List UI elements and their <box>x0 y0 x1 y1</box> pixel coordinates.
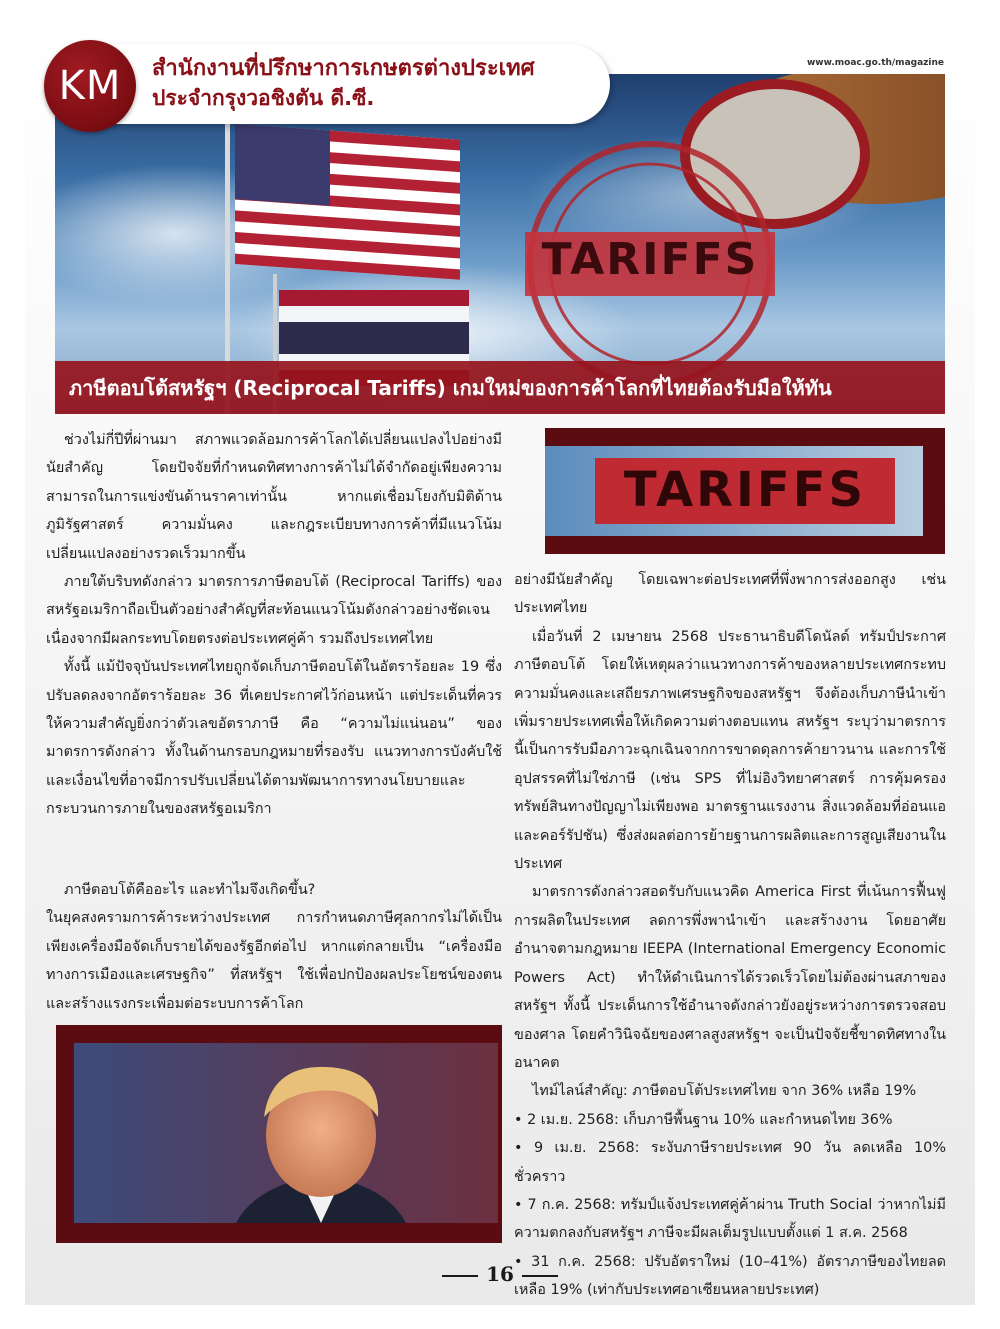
paragraph-continuation: อย่างมีนัยสำคัญ โดยเฉพาะต่อประเทศที่พึ่งพาการส่งออกสูง เช่น ประเทศไทย <box>514 572 946 617</box>
timeline-item: • 7 ก.ค. 2568: ทรัมป์แจ้งประเทศคู่ค้าผ่าน Truth Social ว่าหากไม่มีความตกลงกับสหรัฐฯ ภาษีจะมีผลเต็มรูปแบบตั้งแต่ 1 ส.ค. 2568 <box>514 1196 946 1242</box>
km-logo-badge <box>44 40 136 132</box>
page-number-dash-right <box>522 1275 558 1277</box>
trump-portrait-image <box>56 1025 502 1243</box>
right-column <box>514 566 946 1305</box>
paragraph-trade-war: ในยุคสงครามการค้าระหว่างประเทศ การกำหนดภาษีศุลกากรไม่ได้เป็นเพียงเครื่องมือจัดเก็บรายได้ของรัฐอีกต่อไป หากแต่กลายเป็น “เครื่องมือทางการเมืองและเศรษฐกิจ” ที่สหรัฐฯ ใช้เพื่อปกป้องผลประโยชน์ของตน และสร้างแรงกระเพื่อมต่อระบบการค้าโลก <box>46 910 502 1012</box>
timeline-item: • 2 เม.ย. 2568: เก็บภาษีพื้นฐาน 10% และกำหนดไทย 36% <box>514 1111 893 1128</box>
tariff-stamp-image <box>545 428 945 554</box>
inset-stamp-text: TARIFFS <box>623 462 867 518</box>
page-number-value: 16 <box>486 1262 514 1286</box>
article-title: ภาษีตอบโต้สหรัฐฯ (Reciprocal Tariffs) เกมใหม่ของการค้าโลกที่ไทยต้องรับมือให้ทัน <box>69 375 832 400</box>
paragraph-context: ภายใต้บริบทดังกล่าว มาตรการภาษีตอบโต้ (Reciprocal Tariffs) ของสหรัฐอเมริกาถือเป็นตัวอย่างสำคัญที่สะท้อนแนวโน้มดังกล่าวอย่างชัดเจน เนื่องจากมีผลกระทบโดยตรงต่อประเทศคู่ค้า รวมถึงประเทศไทย <box>46 574 502 647</box>
hero-stamp-text: TARIFFS <box>541 234 759 285</box>
office-header <box>110 44 610 124</box>
km-logo-text: KM <box>58 63 122 109</box>
left-column <box>46 426 502 824</box>
paragraph-intro: ช่วงไม่กี่ปีที่ผ่านมา สภาพแวดล้อมการค้าโลกได้เปลี่ยนแปลงไปอย่างมีนัยสำคัญ โดยปัจจัยที่กำหนดทิศทางการค้าไม่ได้จำกัดอยู่เพียงความสามารถในการแข่งขันด้านราคาเท่านั้น หากแต่เชื่อมโยงกับมิติด้านภูมิรัฐศาสตร์ ความมั่นคง และกฎระเบียบทางการค้าที่มีแนวโน้มเปลี่ยนแปลงอย่างรวดเร็วมากขึ้น <box>46 432 502 562</box>
left-column-section <box>46 876 502 1018</box>
page-number <box>0 1262 1000 1286</box>
magazine-url: www.moac.go.th/magazine <box>806 58 944 68</box>
section-heading: ภาษีตอบโต้คืออะไร และทำไมจึงเกิดขึ้น? <box>64 882 316 898</box>
paragraph-thai-rate: ทั้งนี้ แม้ปัจจุบันประเทศไทยถูกจัดเก็บภาษีตอบโต้ในอัตราร้อยละ 19 ซึ่งปรับลดลงจากอัตราร้อยละ 36 ที่เคยประกาศไว้ก่อนหน้า แต่ประเด็นที่ควรให้ความสำคัญยิ่งกว่าตัวเลขอัตราภาษี คือ “ความไม่แน่นอน” ของมาตรการดังกล่าว ทั้งในด้านกรอบกฎหมายที่รองรับ แนวทางการบังคับใช้ และเงื่อนไขที่อาจมีการปรับเปลี่ยนได้ตามพัฒนาการทางนโยบายและกระบวนการภายในของสหรัฐอเมริกา <box>46 659 502 818</box>
paragraph-announcement: เมื่อวันที่ 2 เมษายน 2568 ประธานาธิบดีโดนัลด์ ทรัมป์ประกาศภาษีตอบโต้ โดยให้เหตุผลว่าแนวทางการค้าของหลายประเทศกระทบความมั่นคงและเสถียรภาพเศรษฐกิจของสหรัฐฯ จึงต้องเก็บภาษีนำเข้าเพิ่มรายประเทศเพื่อให้เกิดความต่างตอบแทน สหรัฐฯ ระบุว่ามาตรการนี้เป็นการรับมือภาวะฉุกเฉินจากการขาดดุลการค้ายาวนาน และการใช้อุปสรรคที่ไม่ใช่ภาษี (เช่น SPS ที่ไม่อิงวิทยาศาสตร์ การคุ้มครองทรัพย์สินทางปัญญาไม่เพียงพอ มาตรฐานแรงงาน สิ่งแวดล้อมที่อ่อนแอ และคอร์รัปชัน) ซึ่งส่งผลต่อการย้ายฐานการผลิตและการสูญเสียงานในประเทศ <box>514 628 946 873</box>
office-location: ประจำกรุงวอชิงตัน ดี.ซี. <box>152 86 375 110</box>
timeline-item: • 31 ก.ค. 2568: ปรับอัตราใหม่ (10–41%) อัตราภาษีของไทยลดเหลือ 19% (เท่ากับประเทศอาเซียนหลายประเทศ) <box>514 1253 946 1299</box>
portrait-illustration <box>56 1025 502 1243</box>
timeline-item: • 9 เม.ย. 2568: ระงับภาษีรายประเทศ 90 วัน ลดเหลือ 10% ชั่วคราว <box>514 1140 946 1185</box>
paragraph-america-first: มาตรการดังกล่าวสอดรับกับแนวคิด America First ที่เน้นการฟื้นฟูการผลิตในประเทศ ลดการพึ่งพานำเข้า และสร้างงาน โดยอาศัยอำนาจตามกฎหมาย IEEPA (International Emergency Economic Powers Act) ทำให้ดำเนินการได้รวดเร็วโดยไม่ต้องผ่านสภาของสหรัฐฯ ทั้งนี้ ประเด็นการใช้อำนาจดังกล่าวยังอยู่ระหว่างการตรวจสอบของศาล โดยคำวินิจฉัยของศาลสูงสหรัฐฯ จะเป็นปัจจัยชี้ขาดทิศทางในอนาคต <box>514 884 946 1071</box>
office-name: สำนักงานที่ปรึกษาการเกษตรต่างประเทศ <box>152 56 535 81</box>
page-number-dash-left <box>442 1275 478 1277</box>
timeline-heading: ไทม์ไลน์สำคัญ: ภาษีตอบโต้ประเทศไทย จาก 36% เหลือ 19% <box>532 1083 917 1100</box>
hero-title-bar <box>55 361 945 414</box>
